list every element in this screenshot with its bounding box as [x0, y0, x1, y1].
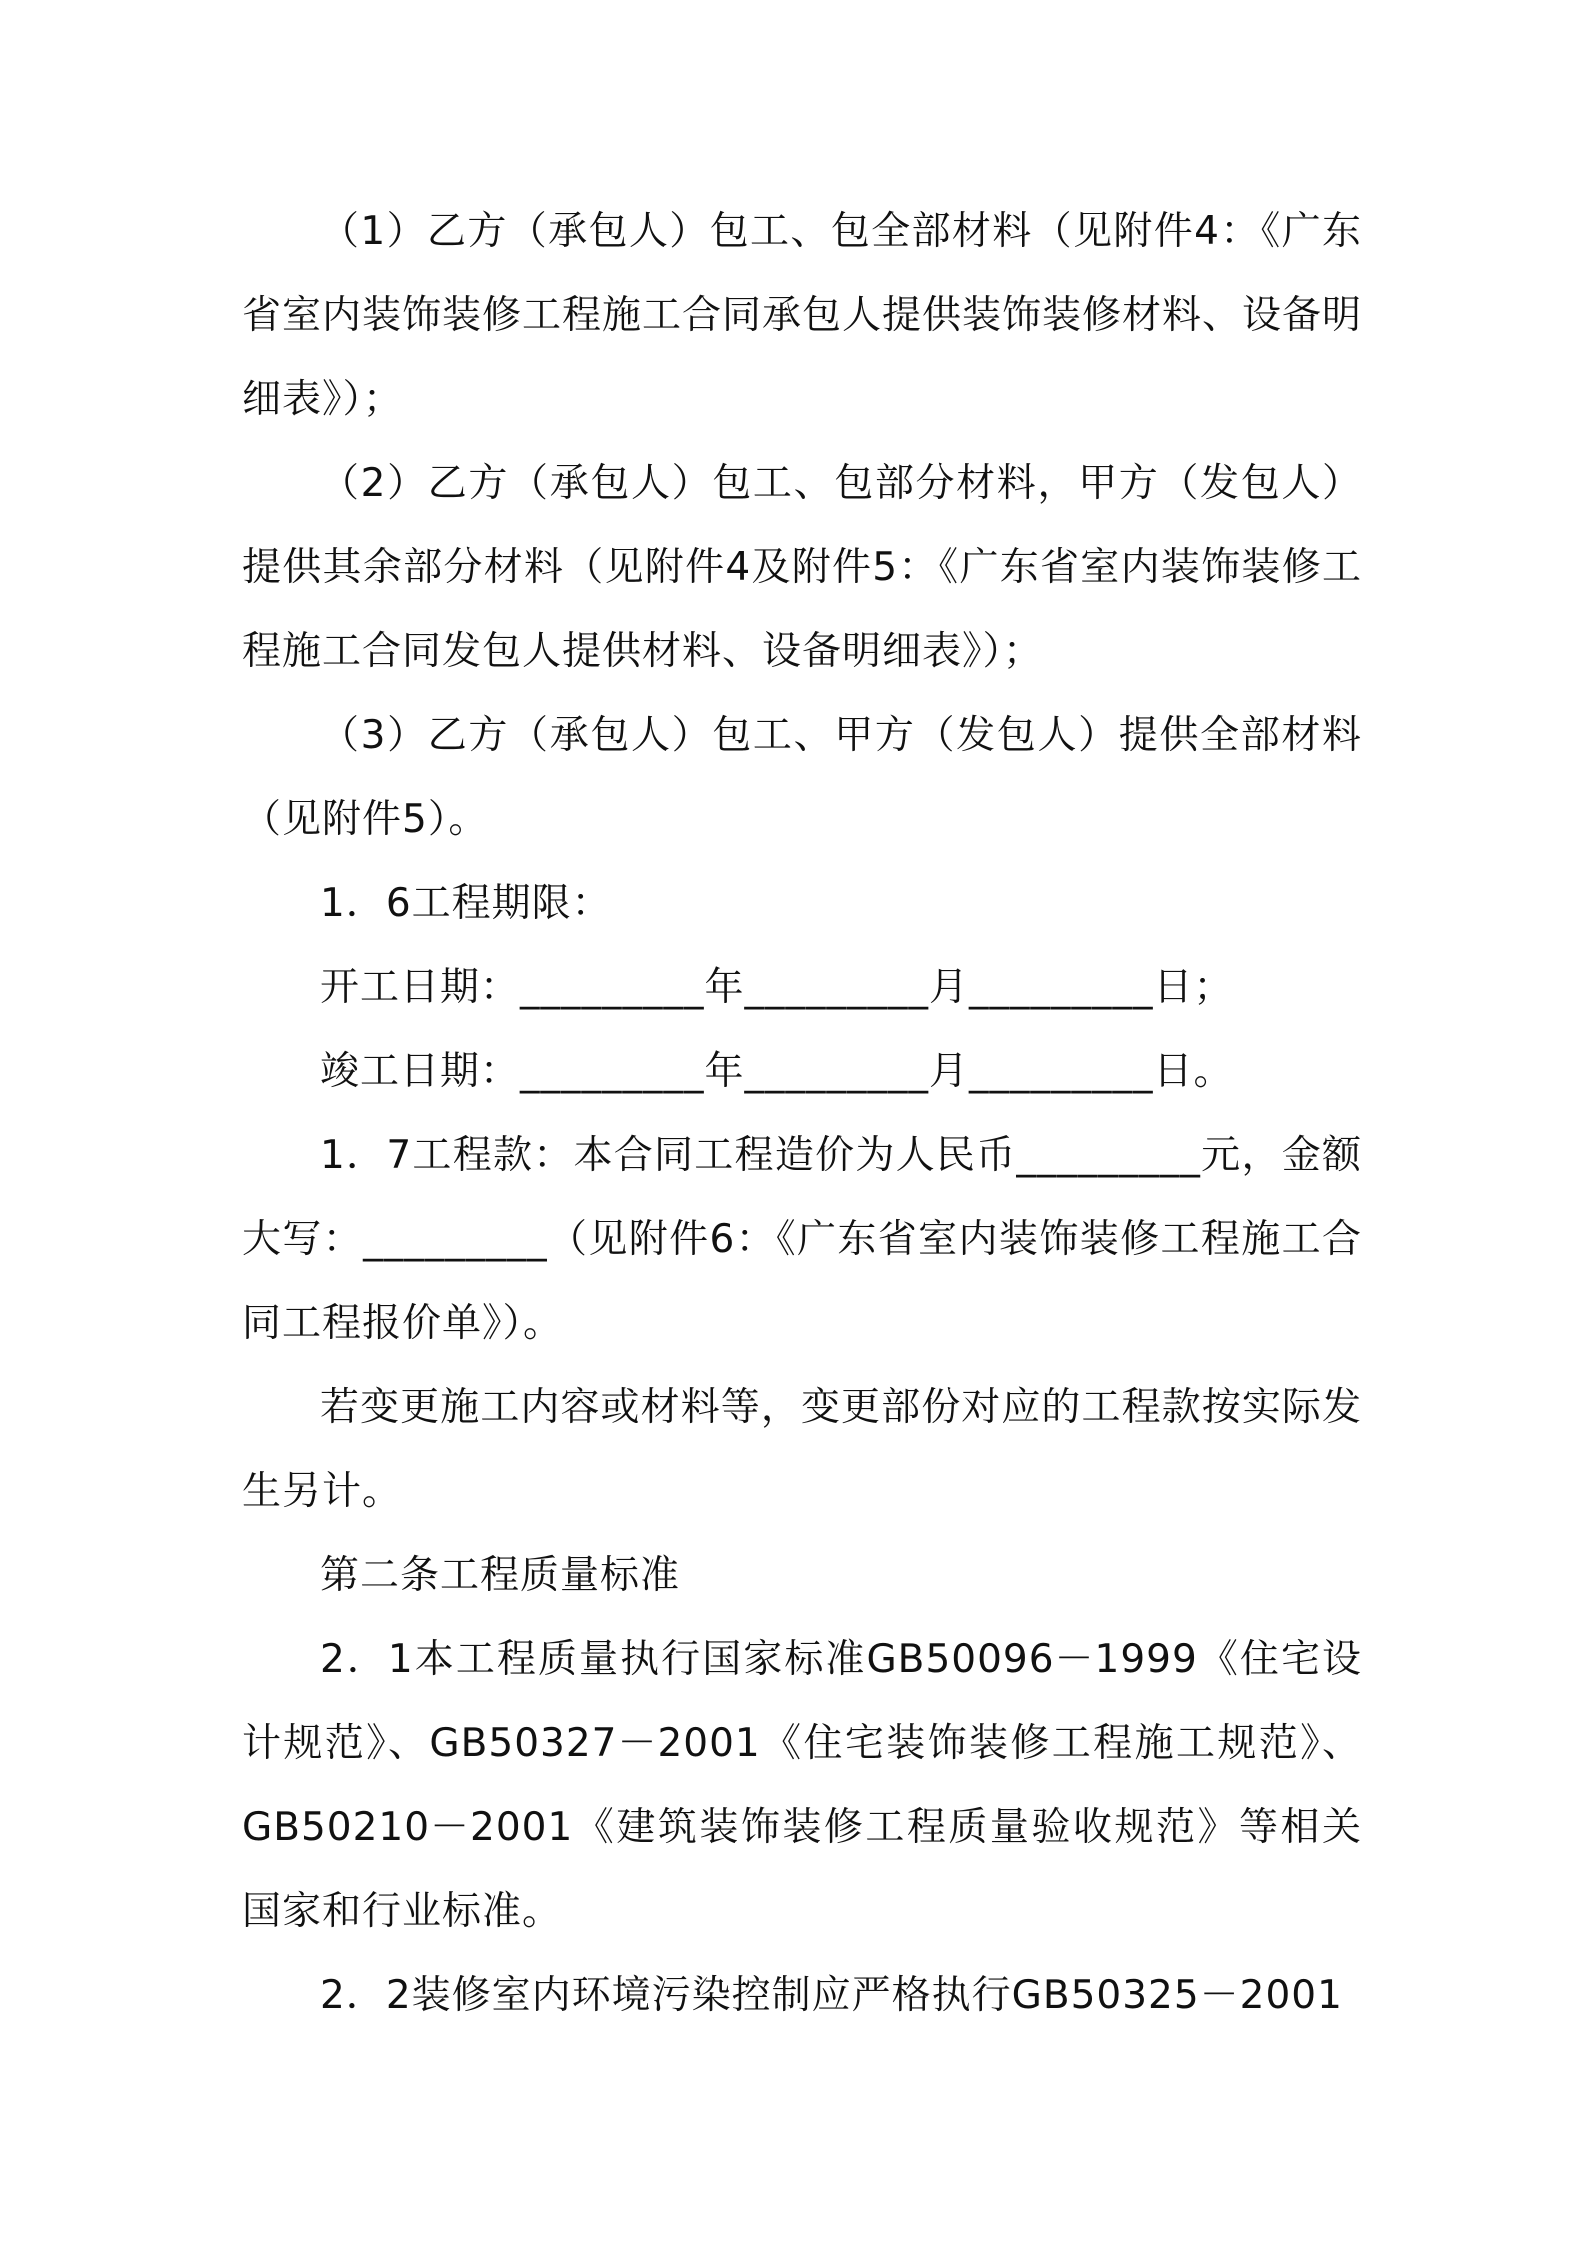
section-heading-quality-standard: 第二条工程质量标准 — [320, 1553, 681, 1598]
paragraph-contract-option-1: （1）乙方（承包人）包工、包全部材料（见附件4：《广东省室内装饰装修工程施工合同承包人提供装饰装修材料、设备明细表》）； — [242, 209, 1363, 422]
document-body — [242, 190, 1362, 2038]
paragraph-project-payment: 1．7工程款：本合同工程造价为人民币_________元，金额大写：_________（见附件6：《广东省室内装饰装修工程施工合同工程报价单》）。 — [242, 1133, 1362, 1346]
paragraph-quality-standard-2-1: 2．1本工程质量执行国家标准GB50096－1999《住宅设计规范》、GB50327－2001《住宅装饰装修工程施工规范》、GB50210－2001《建筑装饰装修工程质量验收规范》等相关国家和行业标准。 — [242, 1637, 1362, 1934]
paragraph-quality-standard-2-2: 2．2装修室内环境污染控制应严格执行GB50325－2001 — [320, 1973, 1343, 2018]
paragraph-payment-change: 若变更施工内容或材料等，变更部份对应的工程款按实际发生另计。 — [242, 1385, 1362, 1514]
paragraph-contract-option-2: （2）乙方（承包人）包工、包部分材料，甲方（发包人）提供其余部分材料（见附件4及附件5：《广东省室内装饰装修工程施工合同发包人提供材料、设备明细表》）； — [242, 461, 1362, 674]
paragraph-start-date: 开工日期：_________年_________月_________日； — [320, 965, 1234, 1010]
paragraph-completion-date: 竣工日期：_________年_________月_________日。 — [320, 1049, 1234, 1094]
paragraph-contract-option-3: （3）乙方（承包人）包工、甲方（发包人）提供全部材料（见附件5）。 — [242, 713, 1362, 842]
paragraph-project-period-heading: 1．6工程期限： — [320, 881, 612, 926]
